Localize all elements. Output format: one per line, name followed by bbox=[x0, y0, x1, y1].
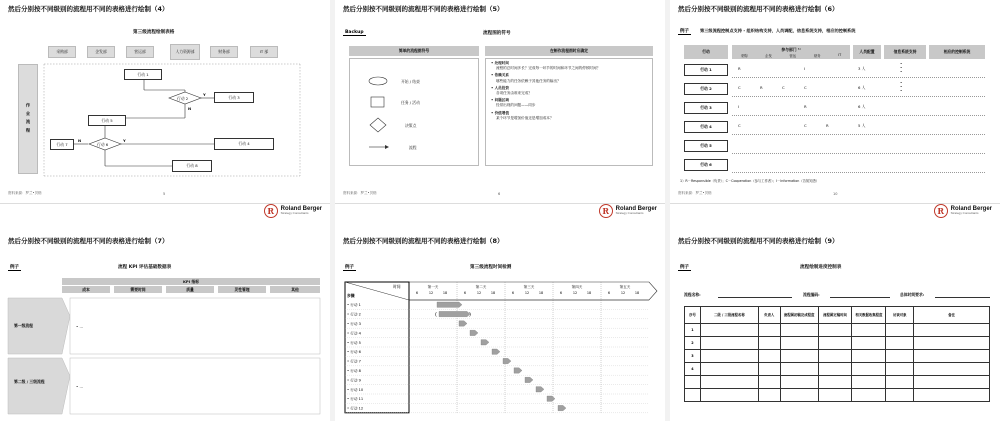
action-cell: 行动 1 bbox=[684, 64, 728, 76]
brand-mark-icon: R bbox=[599, 204, 613, 218]
field-label: 流程编码: bbox=[803, 292, 820, 297]
step-name: • 行动 4 bbox=[347, 331, 361, 336]
example-tag: 例子 bbox=[680, 265, 689, 270]
row-rule bbox=[732, 134, 985, 135]
table-header-cell: 序号 bbox=[685, 307, 701, 324]
yes-label: Y bbox=[203, 92, 206, 97]
dept-col-title: 参与部门 ¹⁾ bbox=[781, 46, 801, 52]
hour-tick: 18 bbox=[634, 291, 640, 295]
check-item: • 人员投资 各项任务由谁来完成？ bbox=[491, 85, 532, 96]
table-cell[interactable]: 4 bbox=[685, 363, 701, 376]
slide-subtitle: 第三级流程时间检测 bbox=[470, 265, 512, 270]
brand-mark-icon: R bbox=[264, 204, 278, 218]
brand-mark-icon: R bbox=[934, 204, 948, 218]
field-line[interactable] bbox=[830, 297, 890, 298]
table-cell[interactable] bbox=[780, 363, 818, 376]
table-header-cell: 访谈对象 bbox=[886, 307, 914, 324]
table-cell[interactable]: 2 bbox=[685, 337, 701, 350]
table-cell[interactable] bbox=[886, 337, 914, 350]
day-label: 第一天 bbox=[427, 285, 439, 289]
hour-tick: 12 bbox=[476, 291, 482, 295]
action-box: 行动 7 bbox=[50, 139, 74, 150]
symbol-label: 决策点 bbox=[405, 123, 417, 128]
slide-title: 然后分别按不同级别的流程用不同的表格进行绘制（9） bbox=[678, 237, 839, 245]
step-name: • 行动 2 bbox=[347, 312, 361, 317]
dept-header: 财务部 bbox=[210, 46, 238, 58]
table-cell[interactable] bbox=[758, 389, 780, 402]
table-header-cell: 流程图定稿时间 bbox=[818, 307, 852, 324]
hour-tick: 18 bbox=[586, 291, 592, 295]
table-row bbox=[685, 350, 990, 363]
control-row bbox=[670, 62, 1000, 78]
check-item: • 依赖关系 哪些能力的任务依赖于其他任务的输出？ bbox=[491, 73, 561, 83]
table-cell[interactable] bbox=[780, 389, 818, 402]
slide-7[interactable] bbox=[0, 206, 330, 421]
field-line[interactable] bbox=[718, 297, 792, 298]
gantt-bar bbox=[536, 387, 544, 392]
yes-label: Y bbox=[123, 138, 126, 143]
table-row bbox=[685, 376, 990, 389]
source-footer: 资料来源：罗兰•贝格 bbox=[8, 191, 42, 195]
action-box: 行动 1 bbox=[124, 69, 162, 80]
step-name: • 行动 10 bbox=[347, 387, 364, 392]
brand-name: Roland Berger bbox=[280, 206, 322, 213]
table-cell[interactable]: 1 bbox=[685, 324, 701, 337]
role-mark: R bbox=[804, 104, 807, 109]
progress-table bbox=[684, 306, 990, 402]
action-box: 行动 4 bbox=[214, 138, 274, 150]
table-cell[interactable] bbox=[886, 389, 914, 402]
table-cell[interactable] bbox=[700, 376, 758, 389]
row-panel bbox=[70, 358, 320, 414]
table-cell[interactable] bbox=[886, 324, 914, 337]
action-cell: 行动 5 bbox=[684, 140, 728, 152]
check-item: • 价值增值 某个环节是增加价值还是增加成本？ bbox=[491, 110, 554, 120]
row-rule bbox=[732, 172, 985, 173]
brand-logo bbox=[264, 204, 322, 218]
table-cell[interactable] bbox=[700, 350, 758, 363]
step-column bbox=[345, 282, 409, 413]
backup-tag: Backup bbox=[345, 30, 364, 35]
field-label: 总体时间要求: bbox=[900, 292, 925, 297]
table-cell[interactable] bbox=[852, 363, 886, 376]
hour-tick: 12 bbox=[572, 291, 578, 295]
table-cell[interactable] bbox=[758, 376, 780, 389]
table-cell[interactable] bbox=[914, 324, 990, 337]
slide-subtitle: 流程 KPI 评估基础数据表 bbox=[118, 265, 172, 270]
row-bullet: • ... bbox=[76, 384, 84, 389]
table-cell[interactable] bbox=[700, 337, 758, 350]
source-footer: 资料来源：罗兰•贝格 bbox=[678, 191, 712, 195]
decision-label: 行动 2 bbox=[177, 96, 189, 101]
table-cell[interactable] bbox=[886, 376, 914, 389]
kpi-col: 灵性管理 bbox=[218, 286, 266, 293]
info-col-header: 信息系统支持 bbox=[884, 45, 926, 59]
row-arrow-shape bbox=[8, 358, 70, 414]
role-mark: I bbox=[738, 104, 740, 109]
table-cell[interactable] bbox=[780, 337, 818, 350]
gantt-bar bbox=[492, 349, 500, 354]
people-cell: 3 人 bbox=[858, 66, 866, 71]
slide-subtitle: 流程绘制进度控制表 bbox=[800, 265, 842, 270]
legend-note: 1）R－Responsible（负责）；C－Cooperation（参与工作者）；I－Information（告知知悉） bbox=[680, 179, 820, 183]
day-label: 第三天 bbox=[523, 285, 535, 289]
row-rule bbox=[732, 115, 985, 116]
kpi-col: 质量 bbox=[166, 286, 214, 293]
step-name: • 行动 6 bbox=[347, 350, 361, 355]
dept-sub: 营运 bbox=[789, 53, 797, 58]
table-cell[interactable] bbox=[914, 376, 990, 389]
field-line[interactable] bbox=[935, 297, 990, 298]
table-cell[interactable] bbox=[758, 337, 780, 350]
kpi-header: KPI 指标 bbox=[62, 278, 320, 285]
table-cell[interactable] bbox=[685, 389, 701, 402]
slide-subtitle: 第三级流程控制点支持 - 组织结构支持，人员调配，信息系统支持，相应的控制系统 bbox=[700, 28, 856, 33]
side-label: 作业流程 bbox=[18, 64, 38, 174]
page-number: 5 bbox=[163, 192, 166, 196]
table-cell[interactable] bbox=[914, 363, 990, 376]
brand-logo bbox=[934, 204, 992, 218]
dept-header: 人力资源部 bbox=[170, 44, 200, 60]
row-rule bbox=[732, 153, 985, 154]
step-name: • 行动 11 bbox=[347, 397, 364, 402]
flowchart-connectors bbox=[0, 0, 330, 201]
row-divider bbox=[0, 203, 1000, 204]
table-cell[interactable] bbox=[852, 337, 886, 350]
no-label: N bbox=[78, 138, 82, 143]
dept-col-header bbox=[732, 45, 850, 59]
slide-subtitle: 流程图的符号 bbox=[483, 31, 511, 36]
hour-tick: 18 bbox=[442, 291, 448, 295]
example-tag: 例子 bbox=[680, 29, 689, 34]
gantt-bar bbox=[547, 396, 555, 401]
slide-8[interactable] bbox=[335, 206, 665, 421]
table-cell[interactable] bbox=[818, 324, 852, 337]
info-bullets: • • • bbox=[900, 61, 903, 75]
day-label: 第四天 bbox=[571, 285, 583, 289]
bracket-close: ) bbox=[469, 311, 471, 318]
row-bullet: • ... bbox=[76, 324, 84, 329]
table-cell[interactable] bbox=[852, 350, 886, 363]
slide-5[interactable] bbox=[335, 0, 665, 201]
dept-header: 企发部 bbox=[87, 46, 115, 58]
table-cell[interactable] bbox=[914, 389, 990, 402]
gantt-bar bbox=[439, 311, 470, 316]
row-panel bbox=[70, 298, 320, 354]
people-cell: 5 人 bbox=[858, 123, 866, 128]
brand-tagline: Strategy Consultants bbox=[280, 211, 309, 216]
action-cell: 行动 4 bbox=[684, 121, 728, 133]
table-header-row bbox=[685, 307, 990, 324]
control-row bbox=[670, 100, 1000, 116]
field-label: 流程名称: bbox=[684, 292, 701, 297]
action-cell: 行动 3 bbox=[684, 102, 728, 114]
control-row bbox=[670, 81, 1000, 97]
step-name: • 行动 7 bbox=[347, 359, 361, 364]
role-mark: I bbox=[804, 66, 806, 71]
table-row bbox=[685, 324, 990, 337]
table-header-cell: 流程图初稿完成程度 bbox=[780, 307, 818, 324]
example-tag: 例子 bbox=[345, 265, 354, 270]
table-cell[interactable] bbox=[758, 363, 780, 376]
step-name: • 行动 12 bbox=[347, 406, 364, 411]
table-cell[interactable] bbox=[818, 350, 852, 363]
table-cell[interactable] bbox=[852, 376, 886, 389]
hour-tick: 6 bbox=[415, 291, 419, 295]
hour-tick: 6 bbox=[607, 291, 611, 295]
dept-sub: IT bbox=[838, 52, 842, 57]
role-mark: R bbox=[826, 123, 829, 128]
table-cell[interactable] bbox=[700, 324, 758, 337]
hour-tick: 6 bbox=[559, 291, 563, 295]
decision-symbol bbox=[370, 118, 386, 132]
day-label: 第二天 bbox=[475, 285, 487, 289]
symbol-label: 任务 / 活动 bbox=[401, 100, 420, 105]
hour-tick: 18 bbox=[490, 291, 496, 295]
step-name: • 行动 1 bbox=[347, 303, 361, 308]
action-box: 行动 8 bbox=[172, 160, 212, 172]
hour-tick: 12 bbox=[620, 291, 626, 295]
table-cell[interactable] bbox=[700, 389, 758, 402]
table-row bbox=[685, 363, 990, 376]
kpi-row-arrows bbox=[0, 220, 330, 421]
slide-6[interactable] bbox=[670, 0, 1000, 201]
gantt-bar bbox=[470, 330, 478, 335]
gantt-bar bbox=[503, 358, 511, 363]
table-row bbox=[685, 337, 990, 350]
table-cell[interactable] bbox=[818, 389, 852, 402]
role-mark: C bbox=[782, 85, 785, 90]
slide-4[interactable] bbox=[0, 0, 330, 201]
action-col-header: 行动 bbox=[684, 45, 728, 59]
slide-title: 然后分别按不同级别的流程用不同的表格进行绘制（5） bbox=[343, 5, 504, 13]
table-cell[interactable] bbox=[818, 337, 852, 350]
column-divider bbox=[665, 0, 670, 421]
decision-label: 行动 6 bbox=[97, 142, 109, 147]
slide-9[interactable] bbox=[670, 206, 1000, 421]
kpi-col: 需要时间 bbox=[114, 286, 162, 293]
start-end-symbol bbox=[369, 77, 387, 85]
dept-sub: 采购 bbox=[740, 53, 748, 58]
table-cell[interactable] bbox=[914, 350, 990, 363]
action-box: 行动 5 bbox=[88, 115, 126, 126]
hour-tick: 12 bbox=[428, 291, 434, 295]
kpi-col: 成本 bbox=[62, 286, 110, 293]
table-cell[interactable] bbox=[852, 324, 886, 337]
row-rule bbox=[732, 77, 985, 78]
time-label: 时间 bbox=[393, 284, 401, 289]
symbol-label: 开始 / 结束 bbox=[401, 79, 420, 84]
brand-logo bbox=[599, 204, 657, 218]
day-label: 第五天 bbox=[619, 285, 631, 289]
check-col-header: 在制作流程图时应确定 bbox=[485, 46, 653, 56]
gantt-chart bbox=[335, 220, 665, 421]
action-cell: 行动 2 bbox=[684, 83, 728, 95]
symbol-label: 流程 bbox=[409, 145, 417, 150]
brand-name: Roland Berger bbox=[950, 206, 992, 213]
table-cell[interactable] bbox=[886, 350, 914, 363]
step-name: • 行动 8 bbox=[347, 369, 361, 373]
table-cell[interactable] bbox=[780, 376, 818, 389]
people-cell: 6 人 bbox=[858, 104, 866, 109]
dept-sub: 企发 bbox=[765, 53, 772, 58]
table-cell[interactable]: 3 bbox=[685, 350, 701, 363]
role-mark: R bbox=[760, 85, 763, 90]
table-cell[interactable] bbox=[852, 389, 886, 402]
slide-title: 然后分别按不同级别的流程用不同的表格进行绘制（4） bbox=[8, 5, 169, 13]
control-row bbox=[670, 157, 1000, 173]
gantt-bar bbox=[558, 405, 566, 410]
table-cell[interactable] bbox=[758, 324, 780, 337]
bracket-open: ( bbox=[435, 311, 437, 318]
table-cell[interactable] bbox=[685, 376, 701, 389]
column-divider bbox=[330, 0, 335, 421]
table-cell[interactable] bbox=[758, 350, 780, 363]
slide-subtitle: 第三级流程绘制表格 bbox=[133, 30, 175, 35]
hour-tick: 18 bbox=[538, 291, 544, 295]
hour-tick: 6 bbox=[463, 291, 467, 295]
dept-sub-headers bbox=[732, 53, 850, 58]
row-label: 第二级 / 三级流程 bbox=[14, 379, 45, 384]
role-mark: C bbox=[738, 123, 741, 128]
slide-title: 然后分别按不同级别的流程用不同的表格进行绘制（6） bbox=[678, 5, 839, 13]
task-symbol bbox=[371, 97, 384, 107]
action-box: 行动 3 bbox=[214, 92, 254, 103]
source-footer: 资料来源：罗兰•贝格 bbox=[343, 191, 377, 195]
dept-header: 采购部 bbox=[48, 46, 76, 58]
row-label: 第一级流程 bbox=[14, 323, 33, 328]
role-mark: C bbox=[738, 85, 741, 90]
step-name: • 行动 9 bbox=[347, 378, 361, 383]
table-header-cell: 负责人 bbox=[758, 307, 780, 324]
row-rule bbox=[732, 96, 985, 97]
people-cell: 6 人 bbox=[858, 85, 866, 90]
gantt-bar bbox=[514, 368, 522, 373]
page-number: 10 bbox=[833, 192, 838, 196]
symbol-col-header: 简单的流程图符号 bbox=[349, 46, 479, 56]
role-mark: R bbox=[738, 66, 741, 71]
kpi-col: 其他 bbox=[270, 286, 320, 293]
gantt-bar bbox=[437, 302, 462, 307]
gantt-bar bbox=[481, 340, 489, 345]
example-tag: 例子 bbox=[10, 265, 19, 270]
step-name: • 行动 3 bbox=[347, 322, 361, 326]
brand-tagline: Strategy Consultants bbox=[950, 211, 979, 216]
info-bullets: • • • bbox=[900, 80, 903, 94]
action-cell: 行动 6 bbox=[684, 159, 728, 171]
dept-header: 营运部 bbox=[126, 46, 154, 58]
no-label: N bbox=[188, 106, 192, 111]
gantt-bar bbox=[525, 377, 533, 382]
table-cell[interactable] bbox=[780, 324, 818, 337]
check-item: • 处理时间 流程的总时间多长？完成每一环节的时间和环节之间的停顿时间？ bbox=[491, 61, 601, 71]
slide-title: 然后分别按不同级别的流程用不同的表格进行绘制（8） bbox=[343, 237, 504, 245]
table-cell[interactable] bbox=[914, 337, 990, 350]
table-cell[interactable] bbox=[780, 350, 818, 363]
step-label: 步骤 bbox=[347, 293, 355, 298]
table-header-cell: 相关数据收集程度 bbox=[852, 307, 886, 324]
check-list bbox=[491, 61, 651, 121]
check-item: • 问题区域 经常出现的问题——同步 bbox=[491, 98, 536, 108]
gantt-bar bbox=[459, 321, 467, 326]
hour-tick: 12 bbox=[524, 291, 530, 295]
brand-name: Roland Berger bbox=[615, 206, 657, 213]
table-cell[interactable] bbox=[818, 363, 852, 376]
dept-sub: 财务 bbox=[813, 53, 821, 58]
people-col-header: 人员配置 bbox=[853, 45, 881, 59]
dept-header: IT 部 bbox=[250, 46, 278, 58]
control-row bbox=[670, 119, 1000, 135]
ctrl-col-header: 相应的控制系统 bbox=[929, 45, 985, 59]
step-name: • 行动 5 bbox=[347, 340, 361, 345]
slide-title: 然后分别按不同级别的流程用不同的表格进行绘制（7） bbox=[8, 237, 169, 245]
control-row bbox=[670, 138, 1000, 154]
brand-tagline: Strategy Consultants bbox=[615, 211, 644, 216]
page-number: 6 bbox=[498, 192, 501, 196]
role-mark: C bbox=[804, 123, 807, 128]
table-header-cell: 备注 bbox=[914, 307, 990, 324]
table-cell[interactable] bbox=[886, 363, 914, 376]
table-cell[interactable] bbox=[818, 376, 852, 389]
table-cell[interactable] bbox=[700, 363, 758, 376]
table-header-cell: 二级 / 三级流程名称 bbox=[700, 307, 758, 324]
role-mark: C bbox=[804, 85, 807, 90]
table-row bbox=[685, 389, 990, 402]
hour-tick: 6 bbox=[511, 291, 515, 295]
